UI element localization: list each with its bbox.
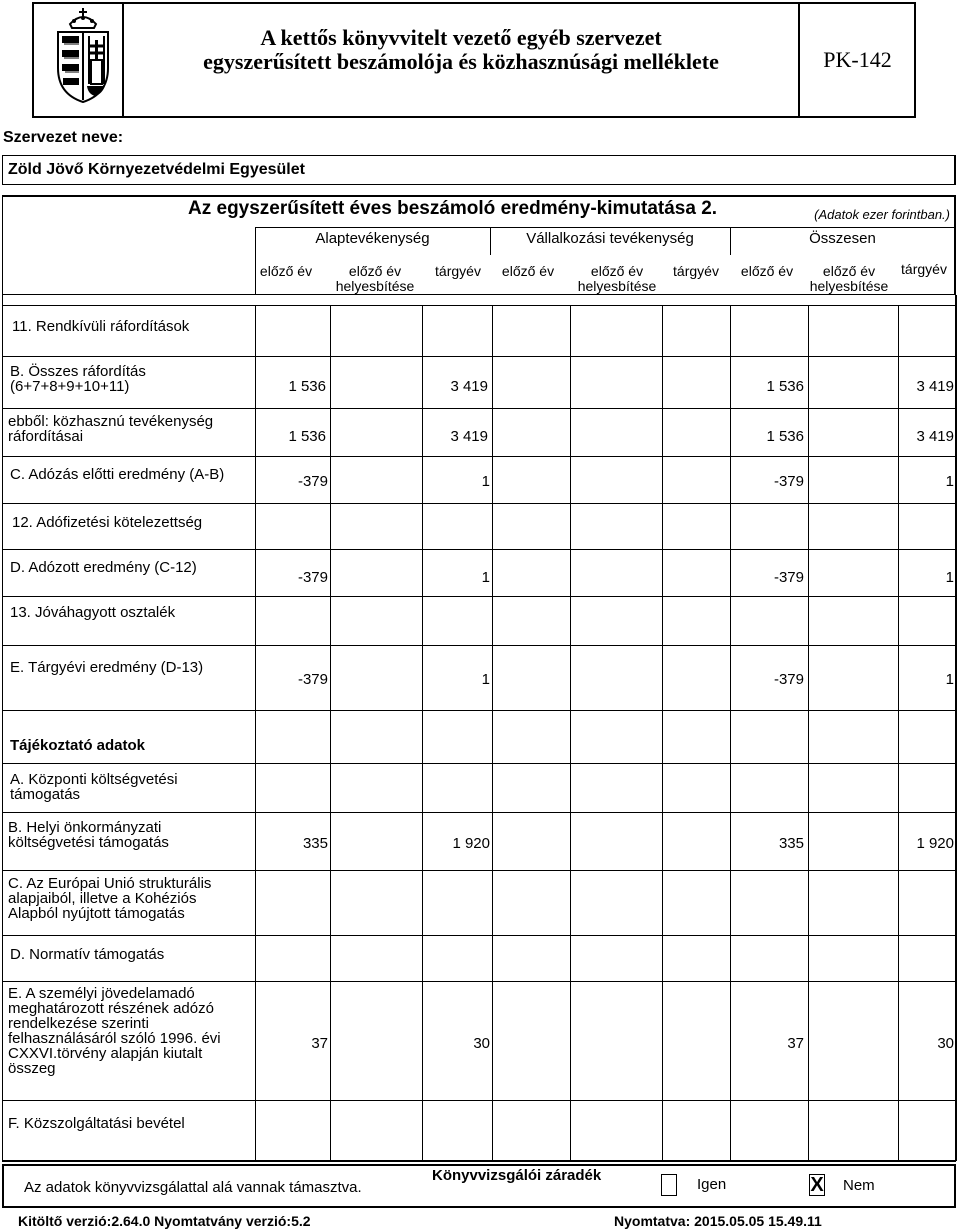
col-header-5-l1: előző év xyxy=(590,263,644,279)
cell-d-ossz-targyev[interactable]: 1 xyxy=(945,569,954,586)
grid-row-line xyxy=(2,456,956,457)
row-label-line: rendelkezése szerinti xyxy=(8,1015,149,1032)
row-label-line: F. Közszolgáltatási bevétel xyxy=(8,1115,185,1132)
footer-version: Kitöltő verzió:2.64.0 Nyomtatvány verzió:5.2 xyxy=(18,1213,311,1229)
col-header-6 xyxy=(664,264,728,279)
col-header-8-l2: helyesbítése xyxy=(809,278,889,294)
form-title-line-2: egyszerűsített beszámolója és közhasznúsági melléklete xyxy=(203,49,719,74)
row-label-line: Alapból nyújtott támogatás xyxy=(8,905,185,922)
unit-note: (Adatok ezer forintban.) xyxy=(814,207,950,222)
cell-c-ossz-elozo[interactable]: -379 xyxy=(773,473,804,490)
row-label-eu-tamogatas xyxy=(8,876,211,921)
col-header-1-l1: előző év xyxy=(259,263,313,279)
row-label-line: alapjaiból, illetve a Kohéziós xyxy=(8,890,197,907)
cell-b-alap-targyev[interactable]: 3 419 xyxy=(450,378,488,395)
grid-row-line xyxy=(2,710,956,711)
cell-kozhasznu-alap-targyev[interactable]: 3 419 xyxy=(450,428,488,445)
col-header-8-l1: előző év xyxy=(822,263,876,279)
row-label-line: A. Központi költségvetési xyxy=(10,771,178,788)
grid-col-4 xyxy=(570,305,571,1161)
row-label-line: D. Normatív támogatás xyxy=(10,946,165,963)
row-label-line: B. Összes ráfordítás xyxy=(10,363,146,380)
grid-row-line xyxy=(2,645,956,646)
grid-row-line xyxy=(2,408,956,409)
row-label-line: ráfordításai xyxy=(8,428,84,445)
audit-yes-checkbox[interactable] xyxy=(661,1174,677,1196)
group-osszesen: Összesen xyxy=(809,230,876,247)
grid-row-line xyxy=(2,596,956,597)
col-header-3 xyxy=(428,264,488,279)
grid-row-line xyxy=(2,356,956,357)
cell-b-ossz-elozo[interactable]: 1 536 xyxy=(766,378,804,395)
grid-row-line xyxy=(2,549,956,550)
grid-left-edge xyxy=(2,295,3,1161)
row-label-jovahagyott-osztalek xyxy=(10,605,175,620)
hungarian-coat-of-arms-icon xyxy=(50,6,116,104)
row-label-line: meghatározott részének adózó xyxy=(8,1000,214,1017)
grid-row-line xyxy=(2,812,956,813)
row-label-line: C. Az Európai Unió strukturális xyxy=(8,875,212,892)
cell-helyi-alap-elozo[interactable]: 335 xyxy=(302,835,328,852)
cell-kozhasznu-ossz-targyev[interactable]: 3 419 xyxy=(916,428,954,445)
group-vallalkozasi: Vállalkozási tevékenység xyxy=(526,230,694,247)
row-label-line: költségvetési támogatás xyxy=(8,834,169,851)
row-label-line: 11. Rendkívüli ráfordítások xyxy=(12,318,190,335)
cell-c-alap-targyev[interactable]: 1 xyxy=(481,473,490,490)
col-header-2-l2: helyesbítése xyxy=(335,278,415,294)
col-header-2 xyxy=(320,264,430,294)
header-group-line xyxy=(255,227,955,228)
cell-c-alap-elozo[interactable]: -379 xyxy=(297,473,328,490)
row-label-osszes-raforditas xyxy=(10,364,146,394)
audit-title: Könyvvizsgálói záradék xyxy=(432,1167,602,1184)
row-label-line: támogatás xyxy=(10,786,81,803)
col-header-7-l1: előző év xyxy=(740,263,794,279)
cell-b-alap-elozo[interactable]: 1 536 xyxy=(288,378,326,395)
col-header-1 xyxy=(255,264,317,279)
col-header-8 xyxy=(796,264,902,294)
col-header-7 xyxy=(734,264,800,279)
row-label-rendkivuli-raforditasok xyxy=(12,319,189,334)
row-label-adozott-eredmeny xyxy=(10,560,197,575)
cell-szja-alap-elozo[interactable]: 37 xyxy=(311,1035,328,1052)
form-title-line-1: A kettős könyvvitelt vezető egyéb szervezet xyxy=(260,25,662,50)
row-label-helyi-tamogatas xyxy=(8,820,169,850)
audit-statement: Az adatok könyvvizsgálattal alá vannak támasztva. xyxy=(24,1179,362,1196)
grid-row-line xyxy=(2,1100,956,1101)
cell-d-ossz-elozo[interactable]: -379 xyxy=(773,569,804,586)
col-header-5 xyxy=(562,264,672,294)
cell-e-alap-targyev[interactable]: 1 xyxy=(481,671,490,688)
row-label-line: CXXVI.törvény alapján kiutalt xyxy=(8,1045,203,1062)
cell-e-ossz-targyev[interactable]: 1 xyxy=(945,671,954,688)
row-label-line: felhasználásáról szóló 1996. évi xyxy=(8,1030,221,1047)
org-name-value[interactable]: Zöld Jövő Környezetvédelmi Egyesület xyxy=(8,161,305,178)
cell-helyi-ossz-targyev[interactable]: 1 920 xyxy=(916,835,954,852)
col-header-2-l1: előző év xyxy=(348,263,402,279)
info-section-title: Tájékoztató adatok xyxy=(10,737,146,754)
cell-e-alap-elozo[interactable]: -379 xyxy=(297,671,328,688)
col-header-4-l1: előző év xyxy=(501,263,555,279)
row-label-line: 13. Jóváhagyott osztalék xyxy=(10,604,176,621)
cell-helyi-ossz-elozo[interactable]: 335 xyxy=(778,835,804,852)
grid-row-line xyxy=(2,763,956,764)
grid-col-5 xyxy=(662,305,663,1161)
group-alaptevekenyseg: Alaptevékenység xyxy=(315,230,430,247)
footer-print-date: Nyomtatva: 2015.05.05 15.49.11 xyxy=(614,1213,822,1229)
cell-d-alap-targyev[interactable]: 1 xyxy=(481,569,490,586)
cell-kozhasznu-alap-elozo[interactable]: 1 536 xyxy=(288,428,326,445)
row-label-adofizetesi-kotelezettseg xyxy=(12,515,202,530)
col-header-6-l1: tárgyév xyxy=(673,263,719,279)
org-name-label: Szervezet neve: xyxy=(3,129,124,146)
cell-szja-alap-targyev[interactable]: 30 xyxy=(473,1035,490,1052)
row-label-adozas-elotti-eredmeny xyxy=(10,467,224,482)
grid-row-line xyxy=(2,981,956,982)
audit-yes-label: Igen xyxy=(697,1176,727,1193)
cell-kozhasznu-ossz-elozo[interactable]: 1 536 xyxy=(766,428,804,445)
grid-col-3 xyxy=(492,305,493,1161)
cell-e-ossz-elozo[interactable]: -379 xyxy=(773,671,804,688)
row-label-line: (6+7+8+9+10+11) xyxy=(10,378,130,395)
grid-right-edge xyxy=(955,295,957,1161)
audit-no-checkbox[interactable]: X xyxy=(810,1174,824,1196)
form-code: PK-142 xyxy=(823,47,892,72)
row-label-line: 12. Adófizetési kötelezettség xyxy=(12,514,203,531)
grid-row-line xyxy=(2,305,956,306)
grid-bottom-line xyxy=(2,1160,956,1162)
row-label-kozhasznu-raforditasai xyxy=(8,414,213,444)
col-header-9-l1: tárgyév xyxy=(901,261,947,277)
grid-row-line xyxy=(2,503,956,504)
grid-col-1 xyxy=(330,305,331,1161)
row-label-kozszolgaltatasi-bevetel xyxy=(8,1116,185,1131)
row-label-targyevi-eredmeny xyxy=(10,660,203,675)
col-header-5-l2: helyesbítése xyxy=(577,278,657,294)
row-label-line: C. Adózás előtti eredmény (A-B) xyxy=(10,466,225,483)
row-label-line: ebből: közhasznú tevékenység xyxy=(8,413,214,430)
cell-c-ossz-targyev[interactable]: 1 xyxy=(945,473,954,490)
table-title: Az egyszerűsített éves beszámoló eredmény-kimutatása 2. xyxy=(188,198,718,219)
col-header-4 xyxy=(494,264,562,279)
grid-row-line xyxy=(2,935,956,936)
col-header-9 xyxy=(894,262,954,277)
row-label-line: E. A személyi jövedelamadó xyxy=(8,985,195,1002)
col-header-3-l1: tárgyév xyxy=(435,263,481,279)
cell-helyi-alap-targyev[interactable]: 1 920 xyxy=(452,835,490,852)
row-label-kozponti-tamogatas xyxy=(10,772,178,802)
grid-col-7 xyxy=(808,305,809,1161)
cell-szja-ossz-elozo[interactable]: 37 xyxy=(787,1035,804,1052)
row-label-line: D. Adózott eredmény (C-12) xyxy=(10,559,197,576)
cell-b-ossz-targyev[interactable]: 3 419 xyxy=(916,378,954,395)
row-label-line: összeg xyxy=(8,1060,56,1077)
cell-d-alap-elozo[interactable]: -379 xyxy=(297,569,328,586)
audit-no-label: Nem xyxy=(843,1177,875,1194)
row-label-szja-felajanlas xyxy=(8,986,221,1076)
row-label-normativ-tamogatas xyxy=(10,947,164,962)
row-label-line: E. Tárgyévi eredmény (D-13) xyxy=(10,659,204,676)
cell-szja-ossz-targyev[interactable]: 30 xyxy=(937,1035,954,1052)
grid-row-line xyxy=(2,870,956,871)
row-label-line: B. Helyi önkormányzati xyxy=(8,819,162,836)
